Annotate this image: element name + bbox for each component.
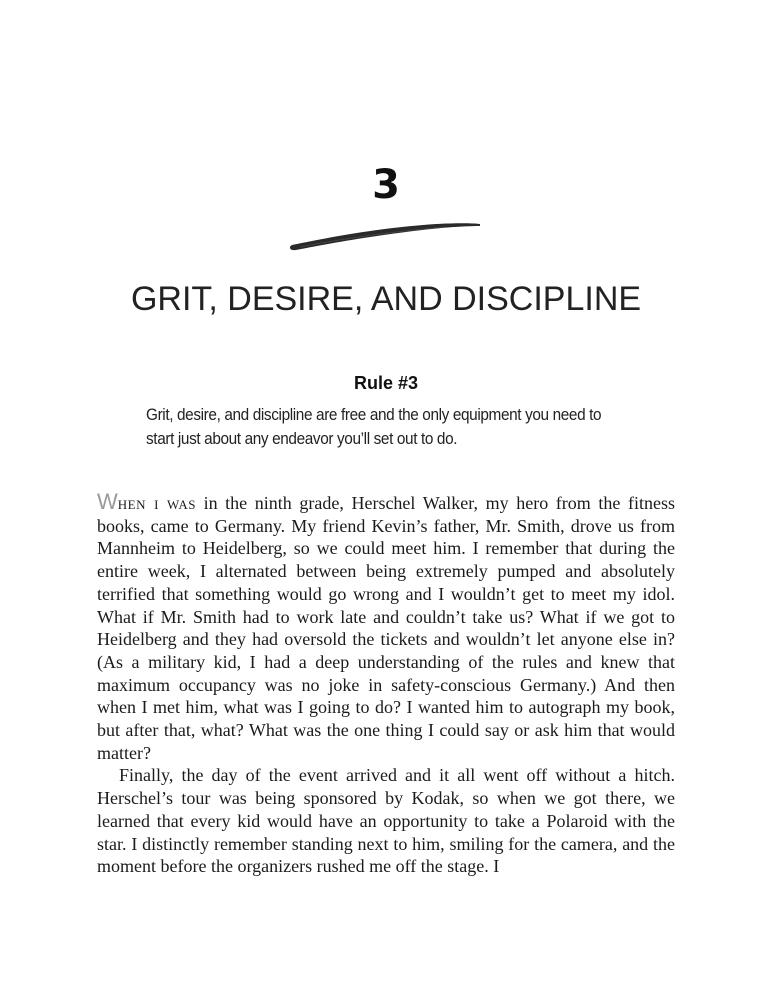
paragraph <box>97 491 675 764</box>
rule-text <box>146 403 630 451</box>
chapter-title: GRIT, DESIRE, AND DISCIPLINE <box>130 280 642 318</box>
rule-text-line: start just about any endeavor you’ll set out to do. <box>146 430 458 448</box>
brush-stroke-divider <box>286 214 486 254</box>
chapter-number: 3 <box>372 162 400 208</box>
rule-heading: Rule #3 <box>353 373 419 393</box>
paragraph-text: in the ninth grade, Herschel Walker, my hero from the fitness books, came to Germany. My friend Kevin’s father, Mr. Smith, drove us from Mannheim to Heidelberg, so we could meet him. I remember that during the entire week, I alternated between being extremely pumped and absolutely terrified that something would go wrong and I wouldn’t get to meet my idol. What if Mr. Smith had to work late and couldn’t take us? What if we got to Heidelberg and they had oversold the tickets and wouldn’t let anyone else in? (As a military kid, I had a deep understanding of the rules and knew that maximum occupancy was no joke in safety-conscious Germany.) And then when I met him, what was I going to do? I wanted him to autograph my book, but after that, what? What was the one thing I could say or ask him that would matter? <box>97 493 675 763</box>
rule-text-line: Grit, desire, and discipline are free and the only equipment you need to <box>146 406 602 424</box>
paragraph: Finally, the day of the event arrived and it all went off without a hitch. Herschel’s tour was being sponsored by Kodak, so when we got there, we learned that every kid would have an opportunity to take a Polaroid with the star. I distinctly remember standing next to him, smiling for the camera, and the moment before the organizers rushed me off the stage. I <box>97 765 675 877</box>
body-text <box>97 491 675 878</box>
drop-cap: W <box>97 489 118 514</box>
small-caps-lead: hen i was <box>117 493 196 513</box>
